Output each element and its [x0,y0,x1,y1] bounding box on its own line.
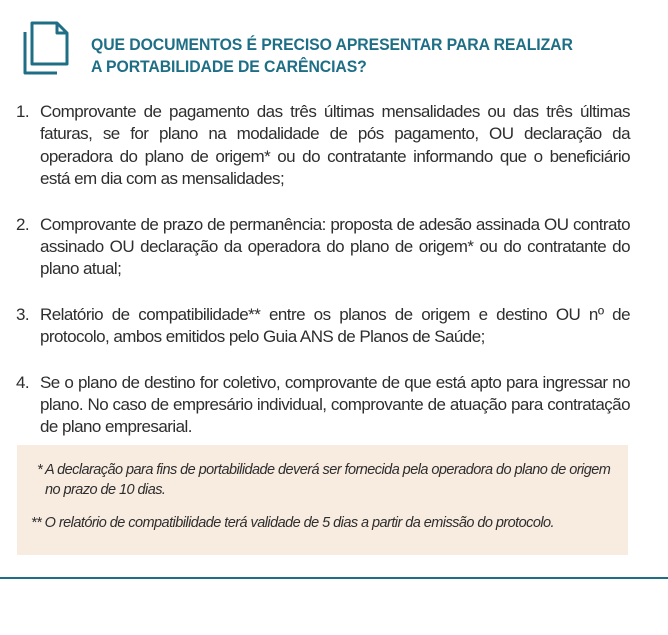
page-title: QUE DOCUMENTOS É PRECISO APRESENTAR PARA REALIZAR A PORTABILIDADE DE CARÊNCIAS? [91,35,573,76]
item-text: Comprovante de pagamento das três últimas mensalidades ou das três últimas faturas, se for plano na modalidade de pós pagamento, OU declaração da operadora do plano de origem* ou do contratante informando que o beneficiário está em dia com as mensalidades; [40,102,630,189]
footnote: ** O relatório de compatibilidade terá validade de 5 dias a partir da emissão do protocolo. [31,515,555,531]
list-item [16,372,630,439]
item-number: 3. [16,304,30,324]
item-text: Comprovante de prazo de permanência: proposta de adesão assinada OU contrato assinado OU declaração da operadora do plano de origem* ou do contratante do plano atual; [40,214,630,279]
divider [0,577,668,579]
item-number: 1. [16,102,30,121]
document-list [16,101,630,462]
footnote: * A declaração para fins de portabilidade deverá ser fornecida pela operadora do plano de origem no prazo de 10 dias. [37,462,611,498]
item-text: Se o plano de destino for coletivo, comprovante de que está apto para ingressar no plano. No caso de empresário individual, comprovante de atuação para contratação de plano empresarial. [40,372,630,437]
item-number: 4. [16,372,30,392]
list-item [16,101,630,191]
item-number: 2. [16,214,30,234]
document-icon [16,20,70,76]
list-item [16,304,630,349]
section-header [16,20,656,84]
item-text: Relatório de compatibilidade** entre os planos de origem e destino OU nº de protocolo, ambos emitidos pelo Guia ANS de Planos de Saúde; [40,304,630,347]
list-item [16,214,630,281]
footnotes-box [17,445,628,555]
